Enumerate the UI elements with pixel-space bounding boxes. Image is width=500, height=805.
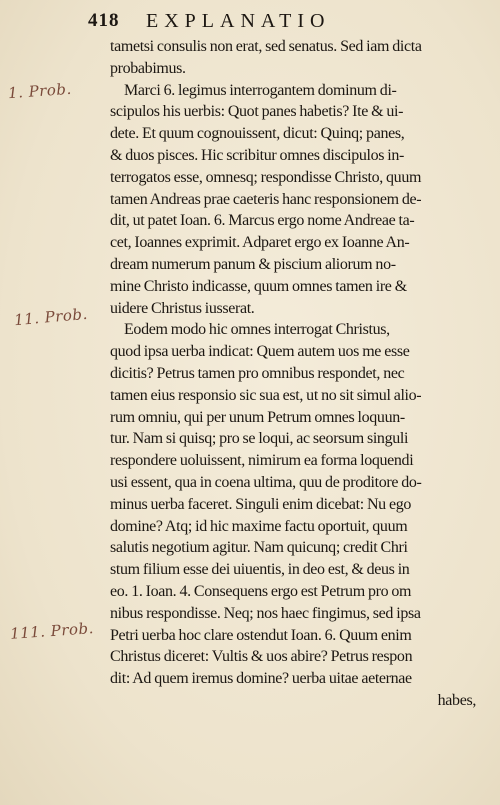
text-line: tur. Nam si quisq; pro se loqui, ac seorsum singuli (110, 430, 409, 448)
margin-note-2: 11. Prob. (13, 304, 89, 330)
text-line: dit: Ad quem iremus domine? uerba uitae aeternae (110, 670, 412, 688)
text-line: Christus diceret: Vultis & uos abire? Petrus respon (110, 648, 413, 666)
text-line: & duos pisces. Hic scribitur omnes discipulos in- (110, 146, 404, 164)
text-line: scipulos his uerbis: Quot panes habetis? Ite & ui- (110, 103, 404, 121)
text-line: tamen Andreas prae caeteris hanc responsionem de- (110, 190, 422, 208)
text-line: mine Christo indicasse, quum omnes tamen ire & (110, 277, 407, 295)
text-line: salutis negotium agitur. Nam quicunq; credit Chri (110, 539, 408, 557)
text-line: terrogatos esse, omnesq; respondisse Christo, quum (110, 168, 422, 186)
margin-note-3: 111. Prob. (9, 619, 95, 643)
text-line: eo. 1. Ioan. 4. Consequens ergo est Petrum pro om (110, 582, 412, 600)
text-line: stum filium esse dei uiuentis, in deo est, & deus in (110, 561, 410, 579)
text-line: tametsi consulis non erat, sed senatus. Sed iam dicta (110, 38, 422, 55)
text-line: quod ipsa uerba indicat: Quem autem uos me esse (110, 343, 410, 361)
body-text (110, 36, 476, 712)
text-line: Petri uerba hoc clare ostendut Ioan. 6. Quum enim (110, 626, 412, 644)
text-line: usi essent, qua in coena ultima, quu de proditore do- (110, 473, 422, 491)
text-line: nibus respondisse. Neq; nos haec fingimus, sed ipsa (110, 604, 421, 622)
text-line: tamen eius responsio sic sua est, ut no sit simul alio- (110, 386, 422, 404)
text-line: respondere uoluissent, nimirum ea forma loquendi (110, 452, 414, 470)
running-title: EXPLANATIO (146, 10, 331, 32)
text-line: cet, Ioannes exprimit. Adparet ergo ex Ioanne An- (110, 234, 410, 252)
text-line: uidere Christus iusserat. (110, 299, 255, 317)
text-line: minus uerba faceret. Singuli enim dicebat: Nu ego (110, 495, 412, 513)
folio-number: 418 (88, 10, 120, 31)
text-line: dit, ut patet Ioan. 6. Marcus ergo nome Andreae ta- (110, 212, 415, 230)
text-line: rum omniu, qui per unum Petrum omnes loquun- (110, 408, 405, 426)
margin-note-1: 1. Prob. (7, 79, 73, 103)
text-line: domine? Atq; id hic maxime factu oportuit, quum (110, 517, 408, 535)
text-line: habes, (437, 691, 476, 709)
page-header (88, 6, 488, 32)
text-line: Eodem modo hic omnes interrogat Christus, (124, 321, 390, 339)
text-line: dream numerum panum & piscium aliorum no- (110, 255, 396, 273)
text-line: probabimus. (110, 59, 186, 77)
text-line: Marci 6. legimus interrogantem dominum di- (124, 81, 397, 99)
text-line: dicitis? Petrus tamen pro omnibus respondet, nec (110, 364, 405, 382)
text-line: dete. Et quum cognouissent, dicut: Quinq; panes, (110, 125, 405, 143)
